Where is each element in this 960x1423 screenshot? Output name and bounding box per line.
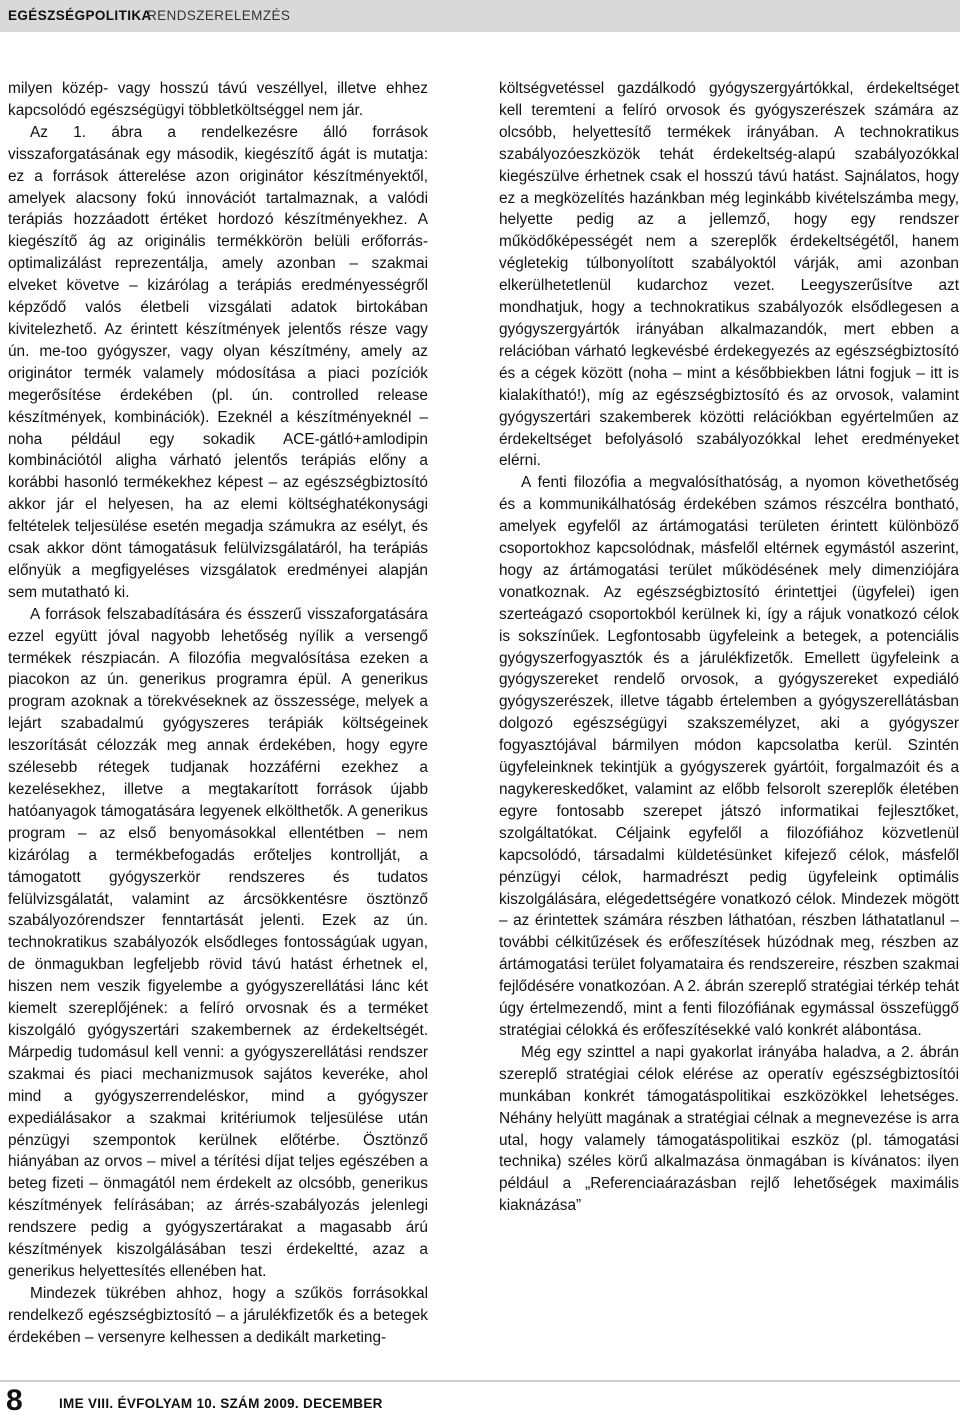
paragraph: költségvetéssel gazdálkodó gyógyszergyártókkal, érdekeltséget kell teremteni a felíró orvosok és gyógyszerészek számára az olcsóbb, helyettesítő termékek irányában. A technokratikus szabályozóeszközök tehát érdekeltség-alapú szabályozókkal kiegészülve érhetnek csak el hosszú távú hatást. Sajnálatos, hogy ez a megközelítés hazánkban még leginkább kivételszámba megy, helyette pedig az a jellemző, hogy egy rendszer működőképességét nem a szereplők érdekeltségétől, hanem végletekig túlbonyolított szabályoktól várják, ami azonban elkerülhetetlenül kudarchoz vezet. Leegyszerűsítve azt mondhatjuk, hogy a technokratikus szabályozók elsődlegesen a gyógyszergyártók irányában alkalmazandók, mert ebben a relációban várható legkevésbé érdekegyezés az egészségbiztosító és a cégek között (noha – mint a későbbiekben látni fogjuk – itt is kialakítható!), míg az egészségbiztosító és az orvosok, valamint gyógyszertári szakemberek közötti relációkban egyértelműen az érdekeltséget befolyásoló szabályozókkal lehet eredményeket elérni. <box>499 80 959 470</box>
running-header <box>0 0 960 32</box>
page-number: 8 <box>6 1384 23 1417</box>
paragraph: Mindezek tükrében ahhoz, hogy a szűkös forrásokkal rendelkező egészségbiztosító – a járulékfizetők és a betegek érdekében – versenyre kelhessen a dedikált marketing- <box>8 1284 428 1346</box>
paragraph: Az 1. ábra a rendelkezésre álló források visszaforgatásának egy második, kiegészítő ágát is mutatja: ez a források átterelése azon originátor készítményektől, amelyek alacsony fokú innovációt tartalmaznak, a valódi terápiás hozzáadott értéket hordozó készítményekhez. A kiegészítő ág az originális termékkörön belüli erőforrás-optimalizálást reprezentálja, amely azonban – szakmai elveket követve – kizárólag a terápiás eredményességről képződő valós életbeli vizsgálati adatok birtokában kivitelezhető. Az érintett készítmények jelentős része vagy ún. me-too gyógyszer, vagy olyan készítmény, amely az originátor termék valamely módosítása a piaci pozíciók megerősítése érdekében (pl. ún. controlled release készítmények, kombinációk). Ezeknél a készítményeknél – noha például egy sokadik ACE-gátló+amlodipin kombinációtól aligha várható jelentős terápiás előny a korábbi hasonló termékekhez képest – az egészségbiztosító akkor jár el helyesen, ha az elemi költséghatékonysági feltételek teljesülése esetén megadja számukra az esélyt, és csak akkor dönt támogatásuk felülvizsgálatáról, ha terápiás előnyük a megfigyeléses vizsgálatok eredményei alapján sem mutatható ki. <box>8 123 428 601</box>
journal-issue-info: IME VIII. ÉVFOLYAM 10. SZÁM 2009. DECEMBER <box>59 1396 383 1411</box>
page-footer <box>0 1380 960 1423</box>
right-text-column <box>499 78 959 1217</box>
paragraph: A fenti filozófia a megvalósíthatóság, a nyomon követhetőség és a kommunikálhatóság érdekében számos részcélra bontható, amelyek egyfelől az ártámogatási területen érintett különböző csoportokhoz kapcsolódnak, másfelől eltérnek egymástól aszerint, hogy az ártámogatási terület működésének mely dimenziójára vonatkoznak. Az egészségbiztosító érintettjei (ügyfelei) igen szerteágazó csoportokból kerülnek ki, így a rájuk vonatkozó célok is sokszínűek. Legfontosabb ügyfeleink a betegek, a potenciális gyógyszerfogyasztók és a járulékfizetők. Emellett ügyfeleink a gyógyszereket rendelő orvosok, a gyógyszereket expediáló gyógyszerészek, illetve tágabb értelemben a gyógyszerellátásban dolgozó egészségügyi szakszemélyzet, aki a gyógyszer fogyasztójával bármilyen módon kapcsolatba kerül. Szintén ügyfeleinknek tekintjük a gyógyszerek gyártóit, forgalmazóit és a nagykereskedőket, valamint az előbb felsorolt szereplők életében egyre fontosabb szerepet játszó informatikai fejlesztőket, szolgáltatókat. Céljaink egyfelől a filozófiához közvetlenül kapcsolódó, társadalmi küldetésünket kifejező célok, másfelől pénzügyi célok, harmadrészt pedig ügyfeleink optimális kiszolgálására, elégedettségére vonatkozó célok. Mindezek mögött – az érintettek számára részben láthatóan, részben láthatatlanul – további célkitűzések és erőfeszítések húzódnak meg, részben az ártámogatási terület folyamataira és rendszereire, részben szakmai fejlődésére vonatkozóan. A 2. ábrán szereplő stratégiai térkép tehát úgy értelmezendő, mint a fenti filozófiának egymással összefüggő stratégiai célokká és erőfeszítésekké való konkrét alábontása. <box>499 474 959 1039</box>
paragraph: A források felszabadítására és ésszerű visszaforgatására ezzel együtt jóval nagyobb lehetőség nyílik a versengő termékek részpiacán. A filozófia megvalósítása ezeken a piacokon az ún. generikus programra épül. A generikus program azoknak a törekvéseknek az összessége, melyek a lejárt szabadalmú gyógyszeres terápiák költségeinek leszorítását célozzák meg annak érdekében, hogy egyre szélesebb rétegek tudjanak hozzáférni ezekhez a kezelésekhez, illetve a megtakarított források újabb hatóanyagok támogatására legyenek elkölthetők. A generikus program – az első benyomásokkal ellentétben – nem kizárólag a termékbefogadás erőteljes kontrollját, a támogatott gyógyszerkör rendszeres és tudatos felülvizsgálatát, valamint az árcsökkentésre ösztönző szabályozórendszer fenntartását jelenti. Ezek az ún. technokratikus szabályozók elsődleges fontosságúak ugyan, de önmagukban legfeljebb rövid távú hatást érhetnek el, hiszen nem veszik figyelembe a gyógyszerellátási lánc két kiemelt szereplőjének: a felíró orvosnak és a terméket kiszolgáló gyógyszertári szakembernek az érdekeltségét. Márpedig tudomásul kell venni: a gyógyszerellátási rendszer szakmai és piaci mechanizmusok sajátos keveréke, ahol mind a gyógyszerrendeléskor, mind a gyógyszer expediálásakor a szakmai kritériumok teljesülése után pénzügyi szempontok kerülnek előtérbe. Ösztönző hiányában az orvos – mivel a térítési díjat teljes egészében a beteg fizeti – önmagától nem érdekelt az olcsóbb, generikus készítmények felírásában; az árrés-szabályozás jelenlegi rendszere pedig a gyógyszertárakat a magasabb árú készítmények kiszolgálásában teszi érdekeltté, azaz a generikus helyettesítés ellenében hat. <box>8 605 428 1280</box>
header-section-label: EGÉSZSÉGPOLITIKA <box>8 8 152 23</box>
footer-divider <box>0 1380 960 1382</box>
paragraph: Még egy szinttel a napi gyakorlat irányába haladva, a 2. ábrán szereplő stratégiai célok elérése az operatív egészségbiztosítói munkában konkrét támogatáspolitikai eszközökkel lehetséges. Néhány helyütt magának a stratégiai célnak a megnevezése is arra utal, hogy valamely támogatáspolitikai eszköz (pl. támogatási technika) széles körű alkalmazása önmagában is kívánatos: ilyen például a „Referenciaárazásban rejlő lehetőségek maximális kiaknázása” <box>499 1043 959 1215</box>
left-text-column <box>8 78 428 1349</box>
paragraph: milyen közép- vagy hosszú távú veszéllyel, illetve ehhez kapcsolódó egészségügyi többletköltséggel nem jár. <box>8 80 428 119</box>
header-subsection-label: RENDSZERELEMZÉS <box>147 8 291 23</box>
